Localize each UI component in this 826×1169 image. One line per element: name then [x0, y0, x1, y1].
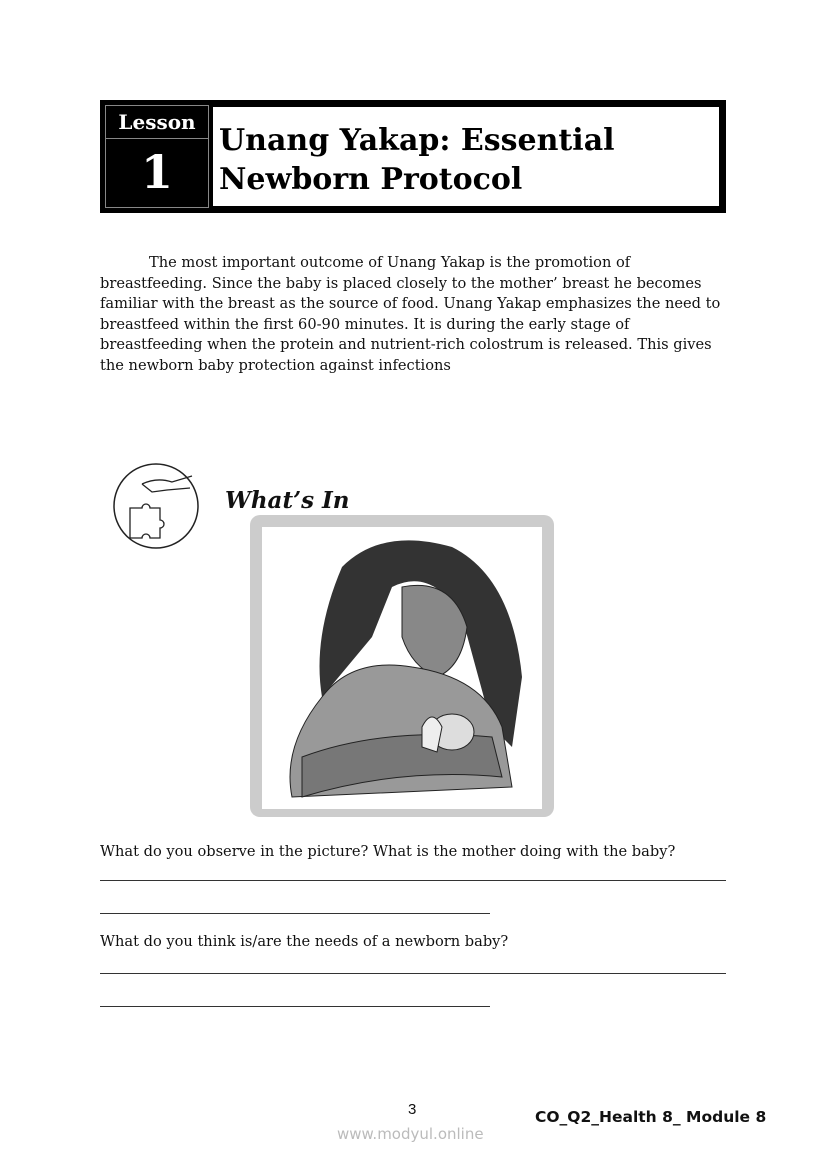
question-2: What do you think is/are the needs of a newborn baby? — [100, 933, 509, 950]
watermark: www.modyul.online — [337, 1125, 484, 1143]
page-number: 3 — [408, 1101, 417, 1118]
question-1: What do you observe in the picture? What is the mother doing with the baby? — [100, 843, 676, 860]
answer-line-2b[interactable] — [100, 1006, 490, 1007]
puzzle-hand-icon — [112, 462, 200, 550]
answer-line-1a[interactable] — [100, 880, 726, 881]
lesson-badge — [105, 105, 209, 208]
lesson-title-line1: Unang Yakap: Essential — [219, 123, 615, 158]
intro-paragraph — [100, 253, 730, 377]
lesson-label: Lesson — [106, 106, 208, 139]
section-title: What’s In — [225, 487, 350, 514]
lesson-title-line2: Newborn Protocol — [219, 162, 523, 197]
answer-line-1b[interactable] — [100, 913, 490, 914]
mother-breastfeeding-illustration — [262, 527, 542, 809]
lesson-number: 1 — [140, 145, 173, 199]
answer-line-2a[interactable] — [100, 973, 726, 974]
module-code: CO_Q2_Health 8_ Module 8 — [535, 1108, 767, 1126]
title-box — [213, 107, 719, 206]
lesson-header — [100, 100, 726, 213]
illustration-frame — [250, 515, 554, 817]
intro-text: The most important outcome of Unang Yakap is the promotion of breastfeeding. Since the baby is placed closely to the mother’ breast he becomes familiar with the breast as the source of food. Unang Yakap emphasizes the need to breastfeed within the first 60-90 minutes. It is during the early stage of breastfeeding when the protein and nutrient-rich colostrum is released. This gives the newborn baby protection against infections — [100, 254, 721, 374]
